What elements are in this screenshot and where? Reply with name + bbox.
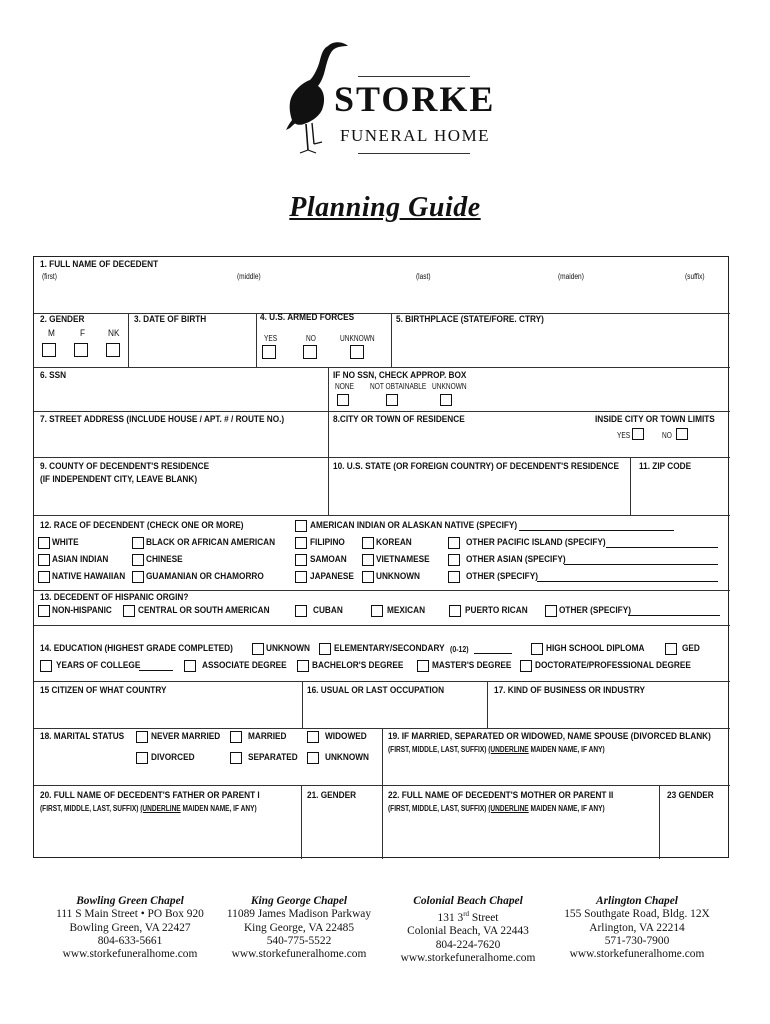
storke-logo <box>270 38 500 163</box>
chapel-website[interactable]: www.storkefuneralhome.com <box>62 948 198 961</box>
s1-middle: (middle) <box>237 272 261 281</box>
chapel-address: 11089 James Madison Parkway <box>226 908 372 921</box>
edu-elementary-checkbox[interactable] <box>319 643 331 655</box>
hisp-other-label: OTHER (SPECIFY) <box>559 605 631 616</box>
logo-brand: STORKE <box>334 79 496 119</box>
chapel-city: Colonial Beach, VA 22443 <box>407 925 529 938</box>
race-white-checkbox[interactable] <box>38 537 50 549</box>
edu-doctorate-label: DOCTORATE/PROFESSIONAL DEGREE <box>535 660 691 671</box>
hisp-puerto-rican-checkbox[interactable] <box>449 605 461 617</box>
marital-married-label: MARRIED <box>248 731 287 742</box>
chapel-city: Arlington, VA 22214 <box>589 921 685 934</box>
limits-no-label: NO <box>662 431 672 440</box>
race-chinese-label: CHINESE <box>146 554 183 565</box>
chapel-address: 131 3rd Street <box>437 910 499 925</box>
forces-no-label: NO <box>306 334 316 343</box>
s20-label: 20. FULL NAME OF DECEDENT'S FATHER OR PARENT I <box>40 790 260 801</box>
limits-no-checkbox[interactable] <box>676 428 688 440</box>
chapel-city: King George, VA 22485 <box>243 921 355 934</box>
inside-limits-label: INSIDE CITY OR TOWN LIMITS <box>595 414 715 425</box>
race-unknown-checkbox[interactable] <box>362 571 374 583</box>
chapel-name: Arlington Chapel <box>596 895 678 907</box>
no-ssn-label: IF NO SSN, CHECK APPROP. BOX <box>333 370 467 381</box>
gender-f-label: F <box>80 328 86 339</box>
s13-label: 13. DECEDENT OF HISPANIC ORGIN? <box>40 592 189 603</box>
race-american-indian-label: AMERICAN INDIAN OR ALASKAN NATIVE (SPECIFY) <box>310 520 518 531</box>
edu-bachelors-label: BACHELOR'S DEGREE <box>312 660 404 671</box>
forces-no-checkbox[interactable] <box>303 345 317 359</box>
hisp-puerto-rican-label: PUERTO RICAN <box>465 605 528 616</box>
chapel-website[interactable]: www.storkefuneralhome.com <box>231 948 367 961</box>
race-chinese-checkbox[interactable] <box>132 554 144 566</box>
s10-label: 10. U.S. STATE (OR FOREIGN COUNTRY) OF DECENDENT'S RESIDENCE <box>333 461 620 472</box>
chapel-phone: 804-224-7620 <box>435 938 501 951</box>
marital-separated-checkbox[interactable] <box>230 752 242 764</box>
race-other-pacific-label: OTHER PACIFIC ISLAND (SPECIFY) <box>466 537 606 548</box>
s21-label: 21. GENDER <box>307 790 357 801</box>
marital-never-checkbox[interactable] <box>136 731 148 743</box>
edu-doctorate-checkbox[interactable] <box>520 660 532 672</box>
marital-never-label: NEVER MARRIED <box>151 731 221 742</box>
chapel-name: Bowling Green Chapel <box>76 895 184 907</box>
race-vietnamese-label: VIETNAMESE <box>376 554 430 565</box>
s23-label: 23 GENDER <box>667 790 714 801</box>
chapel-city: Bowling Green, VA 22427 <box>69 921 191 934</box>
chapel-address: 111 S Main Street • PO Box 920 <box>56 908 204 921</box>
race-filipino-checkbox[interactable] <box>295 537 307 549</box>
s19-label: 19. IF MARRIED, SEPARATED OR WIDOWED, NAME SPOUSE (DIVORCED BLANK) <box>388 731 711 742</box>
s7-label: 7. STREET ADDRESS (INCLUDE HOUSE / APT. # / ROUTE NO.) <box>40 414 285 425</box>
s1-maiden: (maiden) <box>558 272 584 281</box>
chapel-phone: 571-730-7900 <box>604 934 670 947</box>
s2-label: 2. GENDER <box>40 314 85 325</box>
race-other-asian-label: OTHER ASIAN (SPECIFY) <box>466 554 566 565</box>
hisp-cuban-label: CUBAN <box>313 605 343 616</box>
marital-widowed-label: WIDOWED <box>325 731 367 742</box>
chapel-name: King George Chapel <box>250 895 348 907</box>
marital-separated-label: SEPARATED <box>248 752 298 763</box>
gender-nk-label: NK <box>108 328 120 339</box>
forces-yes-label: YES <box>264 334 278 343</box>
edu-elementary-label: ELEMENTARY/SECONDARY <box>334 643 445 654</box>
edu-bachelors-checkbox[interactable] <box>297 660 309 672</box>
hisp-non-label: NON-HISPANIC <box>52 605 112 616</box>
s9-sub: (IF INDEPENDENT CITY, LEAVE BLANK) <box>40 474 198 485</box>
gender-f-checkbox[interactable] <box>74 343 88 357</box>
planning-form <box>33 256 729 858</box>
race-japanese-checkbox[interactable] <box>295 571 307 583</box>
chapel-address: 155 Southgate Road, Bldg. 12X <box>564 908 710 921</box>
edu-unknown-label: UNKNOWN <box>266 643 311 654</box>
chapel-website[interactable]: www.storkefuneralhome.com <box>569 948 705 961</box>
race-asian-indian-checkbox[interactable] <box>38 554 50 566</box>
hisp-central-checkbox[interactable] <box>123 605 135 617</box>
edu-unknown-checkbox[interactable] <box>252 643 264 655</box>
s18-label: 18. MARITAL STATUS <box>40 731 125 742</box>
s22-sub: (FIRST, MIDDLE, LAST, SUFFIX) (UNDERLINE MAIDEN NAME, IF ANY) <box>388 804 605 813</box>
s20-sub: (FIRST, MIDDLE, LAST, SUFFIX) (UNDERLINE MAIDEN NAME, IF ANY) <box>40 804 257 813</box>
hisp-non-checkbox[interactable] <box>38 605 50 617</box>
s9-label: 9. COUNTY OF DECENDENT'S RESIDENCE <box>40 461 210 472</box>
edu-high-school-label: HIGH SCHOOL DIPLOMA <box>546 643 645 654</box>
gender-nk-checkbox[interactable] <box>106 343 120 357</box>
s4-label: 4. U.S. ARMED FORCES <box>260 312 355 323</box>
s3-label: 3. DATE OF BIRTH <box>134 314 207 325</box>
race-white-label: WHITE <box>52 537 79 548</box>
ssn-unknown-label: UNKNOWN <box>432 382 467 391</box>
race-guamanian-checkbox[interactable] <box>132 571 144 583</box>
marital-divorced-checkbox[interactable] <box>136 752 148 764</box>
s19-sub: (FIRST, MIDDLE, LAST, SUFFIX) (UNDERLINE MAIDEN NAME, IF ANY) <box>388 745 605 754</box>
s1-label: 1. FULL NAME OF DECEDENT <box>40 259 159 270</box>
ssn-none-checkbox[interactable] <box>337 394 349 406</box>
race-american-indian-checkbox[interactable] <box>295 520 307 532</box>
race-other-checkbox[interactable] <box>448 571 460 583</box>
limits-yes-label: YES <box>617 431 631 440</box>
gender-m-label: M <box>48 328 55 339</box>
page-title: Planning Guide <box>289 192 481 223</box>
race-korean-label: KOREAN <box>376 537 412 548</box>
edu-masters-label: MASTER'S DEGREE <box>432 660 512 671</box>
edu-masters-checkbox[interactable] <box>417 660 429 672</box>
s22-label: 22. FULL NAME OF DECEDENT'S MOTHER OR PARENT II <box>388 790 614 801</box>
s11-label: 11. ZIP CODE <box>639 461 692 472</box>
race-other-label: OTHER (SPECIFY) <box>466 571 538 582</box>
edu-associate-label: ASSOCIATE DEGREE <box>202 660 287 671</box>
chapel-phone: 540-775-5522 <box>266 934 332 947</box>
s6-label: 6. SSN <box>40 370 67 381</box>
chapel-phone: 804-633-5661 <box>97 934 163 947</box>
s8-label: 8.CITY OR TOWN OF RESIDENCE <box>333 414 465 425</box>
s1-last: (last) <box>416 272 431 281</box>
race-unknown-label: UNKNOWN <box>376 571 421 582</box>
race-other-asian-checkbox[interactable] <box>448 554 460 566</box>
hisp-cuban-checkbox[interactable] <box>295 605 307 617</box>
edu-college-checkbox[interactable] <box>40 660 52 672</box>
s14-label: 14. EDUCATION (HIGHEST GRADE COMPLETED) <box>40 643 233 654</box>
marital-divorced-label: DIVORCED <box>151 752 195 763</box>
gender-m-checkbox[interactable] <box>42 343 56 357</box>
edu-ged-label: GED <box>682 643 700 654</box>
s12-label: 12. RACE OF DECENDENT (CHECK ONE OR MORE) <box>40 520 244 531</box>
hisp-other-checkbox[interactable] <box>545 605 557 617</box>
s1-first: (first) <box>42 272 57 281</box>
forces-unknown-label: UNKNOWN <box>340 334 375 343</box>
limits-yes-checkbox[interactable] <box>632 428 644 440</box>
race-other-pacific-checkbox[interactable] <box>448 537 460 549</box>
race-black-checkbox[interactable] <box>132 537 144 549</box>
race-korean-checkbox[interactable] <box>362 537 374 549</box>
ssn-not-obtainable-checkbox[interactable] <box>386 394 398 406</box>
s15-label: 15 CITIZEN OF WHAT COUNTRY <box>40 685 167 696</box>
race-japanese-label: JAPANESE <box>310 571 354 582</box>
race-filipino-label: FILIPINO <box>310 537 345 548</box>
hisp-mexican-checkbox[interactable] <box>371 605 383 617</box>
ssn-unknown-checkbox[interactable] <box>440 394 452 406</box>
edu-elementary-range: (0-12) <box>450 644 469 654</box>
race-samoan-label: SAMOAN <box>310 554 347 565</box>
race-samoan-checkbox[interactable] <box>295 554 307 566</box>
hisp-central-label: CENTRAL OR SOUTH AMERICAN <box>138 605 270 616</box>
hisp-mexican-label: MEXICAN <box>387 605 426 616</box>
s5-label: 5. BIRTHPLACE (STATE/FORE. CTRY) <box>396 314 544 325</box>
marital-unknown-checkbox[interactable] <box>307 752 319 764</box>
ssn-not-obtainable-label: NOT OBTAINABLE <box>370 382 427 391</box>
marital-widowed-checkbox[interactable] <box>307 731 319 743</box>
race-black-label: BLACK OR AFRICAN AMERICAN <box>146 537 276 548</box>
chapel-name: Colonial Beach Chapel <box>413 895 523 907</box>
ssn-none-label: NONE <box>335 382 354 391</box>
chapel-footer <box>0 895 770 965</box>
marital-unknown-label: UNKNOWN <box>325 752 370 763</box>
edu-high-school-checkbox[interactable] <box>531 643 543 655</box>
s16-label: 16. USUAL OR LAST OCCUPATION <box>307 685 445 696</box>
forces-yes-checkbox[interactable] <box>262 345 276 359</box>
race-guamanian-label: GUAMANIAN OR CHAMORRO <box>146 571 264 582</box>
edu-college-label: YEARS OF COLLEGE <box>56 660 141 671</box>
chapel-arlington <box>537 895 737 961</box>
marital-married-checkbox[interactable] <box>230 731 242 743</box>
logo-subtitle: FUNERAL HOME <box>340 126 491 145</box>
edu-associate-checkbox[interactable] <box>184 660 196 672</box>
s1-suffix: (suffix) <box>685 272 705 281</box>
race-native-hawaiian-checkbox[interactable] <box>38 571 50 583</box>
forces-unknown-checkbox[interactable] <box>350 345 364 359</box>
chapel-website[interactable]: www.storkefuneralhome.com <box>400 951 536 964</box>
race-native-hawaiian-label: NATIVE HAWAIIAN <box>52 571 126 582</box>
s17-label: 17. KIND OF BUSINESS OR INDUSTRY <box>494 685 645 696</box>
edu-ged-checkbox[interactable] <box>665 643 677 655</box>
race-asian-indian-label: ASIAN INDIAN <box>52 554 109 565</box>
race-vietnamese-checkbox[interactable] <box>362 554 374 566</box>
